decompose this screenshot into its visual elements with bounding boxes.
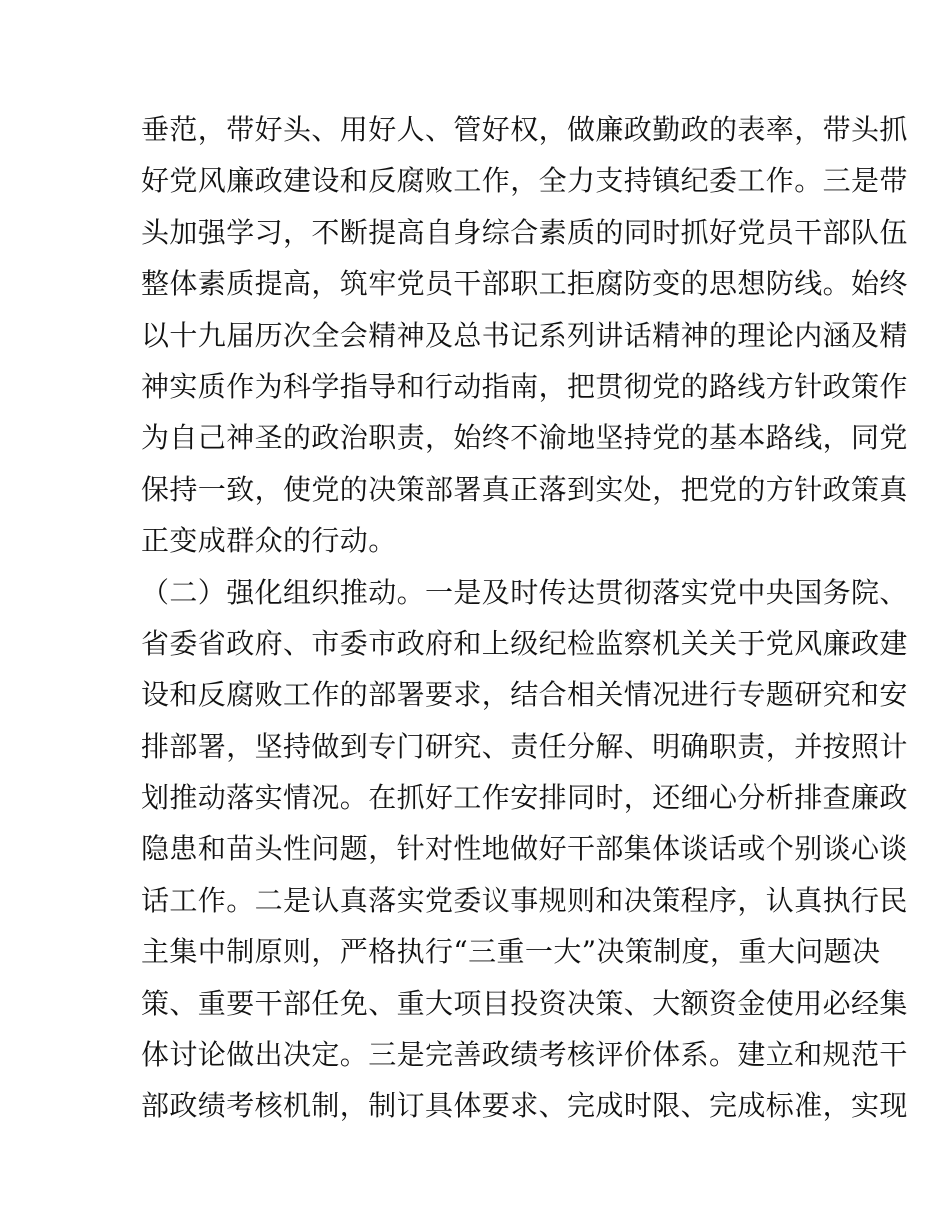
text-line: 隐患和苗头性问题，针对性地做好干部集体谈话或个别谈心谈 [141, 832, 908, 866]
text-line: 省委省政府、市委市政府和上级纪检监察机关关于党风廉政建 [141, 626, 908, 660]
text-line: 神实质作为科学指导和行动指南，把贯彻党的路线方针政策作 [141, 369, 908, 403]
text-line: 正变成群众的行动。 [141, 524, 397, 558]
text-line: 头加强学习，不断提高自身综合素质的同时抓好党员干部队伍 [141, 215, 908, 249]
text-line: 保持一致，使党的决策部署真正落到实处，把党的方针政策真 [141, 472, 908, 506]
text-line: 部政绩考核机制，制订具体要求、完成时限、完成标准，实现 [141, 1089, 908, 1123]
text-line: 策、重要干部任免、重大项目投资决策、大额资金使用必经集 [141, 986, 908, 1020]
text-line: 划推动落实情况。在抓好工作安排同时，还细心分析排查廉政 [141, 781, 908, 815]
text-line: 好党风廉政建设和反腐败工作，全力支持镇纪委工作。三是带 [141, 164, 908, 198]
text-line: 排部署，坚持做到专门研究、责任分解、明确职责，并按照计 [141, 729, 908, 763]
text-line: 设和反腐败工作的部署要求，结合相关情况进行专题研究和安 [141, 678, 908, 712]
body-text [141, 104, 908, 1132]
text-line: 为自己神圣的政治职责，始终不渝地坚持党的基本路线，同党 [141, 421, 908, 455]
text-line: 主集中制原则，严格执行“三重一大”决策制度，重大问题决 [141, 935, 881, 969]
text-line: 整体素质提高，筑牢党员干部职工拒腐防变的思想防线。始终 [141, 267, 908, 301]
text-line: 垂范，带好头、用好人、管好权，做廉政勤政的表率，带头抓 [141, 113, 908, 146]
text-line: 以十九届历次全会精神及总书记系列讲话精神的理论内涵及精 [141, 318, 908, 352]
text-line: 话工作。二是认真落实党委议事规则和决策程序，认真执行民 [141, 883, 908, 917]
section-heading-line: （二）强化组织推动。一是及时传达贯彻落实党中央国务院、 [141, 575, 908, 609]
text-line: 体讨论做出决定。三是完善政绩考核评价体系。建立和规范干 [141, 1038, 908, 1072]
